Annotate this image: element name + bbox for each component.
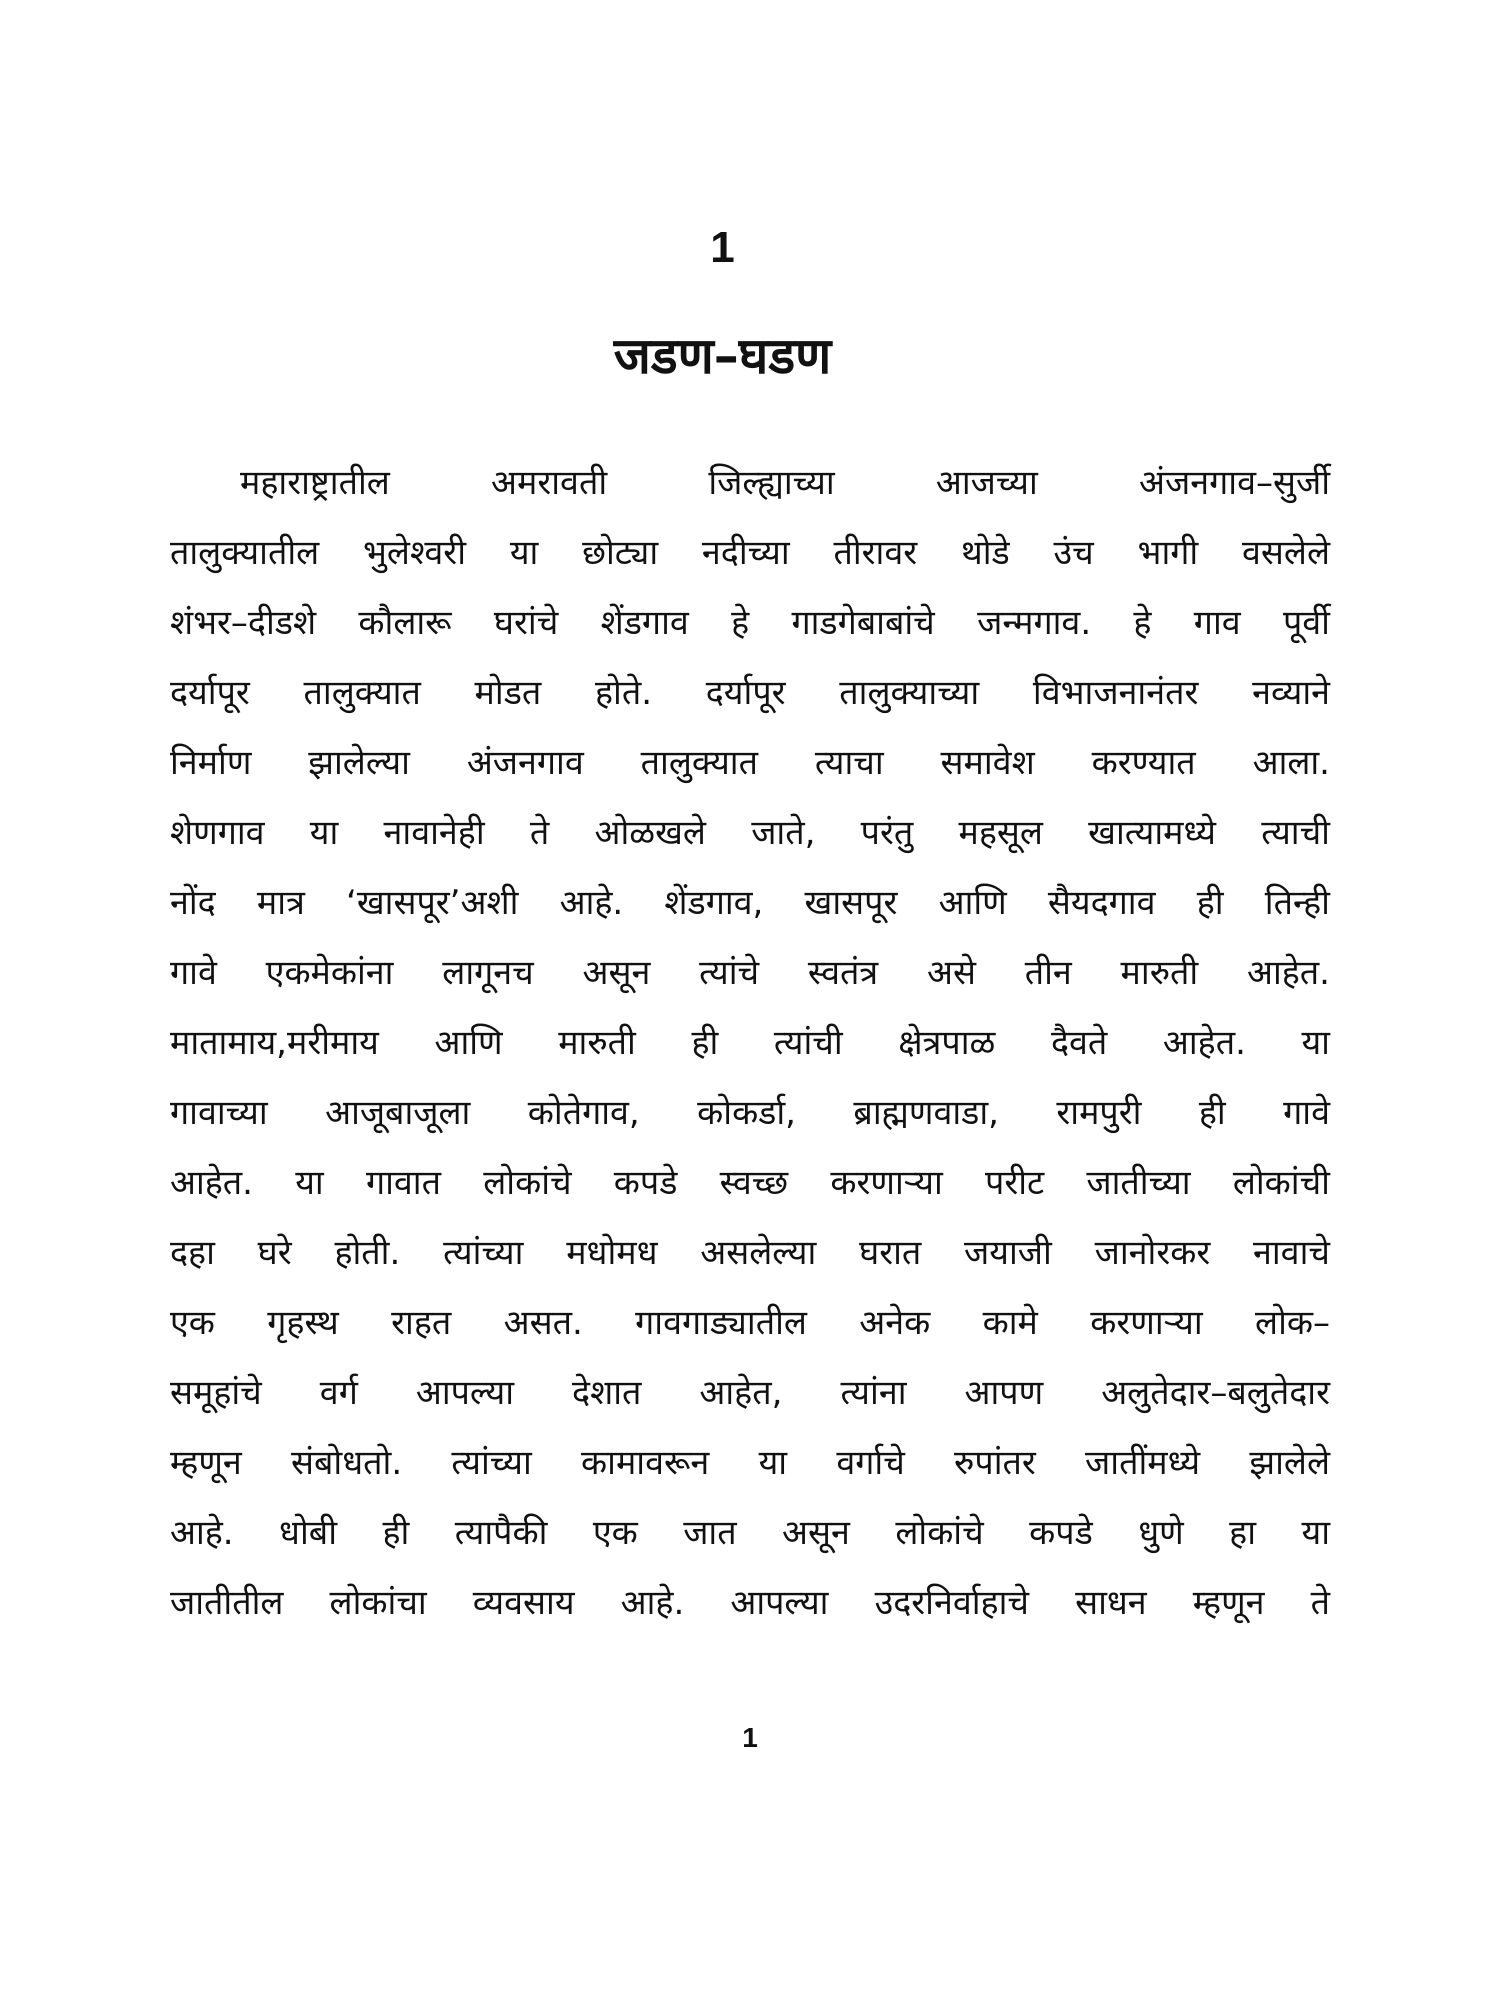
paragraph-line: निर्माण झालेल्या अंजनगाव तालुक्यात त्याचा समावेश करण्यात आला. bbox=[170, 743, 1330, 783]
paragraph-line: एक गृहस्थ राहत असत. गावगाड्यातील अनेक कामे करणाऱ्या लोक– bbox=[170, 1303, 1330, 1343]
page-number: 1 bbox=[742, 1722, 758, 1753]
paragraph-line: गावे एकमेकांना लागूनच असून त्यांचे स्वतंत्र असे तीन मारुती आहेत. bbox=[170, 953, 1330, 993]
paragraph-line: शंभर–दीडशे कौलारू घरांचे शेंडगाव हे गाडगेबाबांचे जन्मगाव. हे गाव पूर्वी bbox=[170, 603, 1330, 643]
paragraph-line: महाराष्ट्रातील अमरावती जिल्ह्याच्या आजच्या अंजनगाव–सुर्जी bbox=[240, 463, 1330, 503]
paragraph-line: तालुक्यातील भुलेश्वरी या छोट्या नदीच्या तीरावर थोडे उंच भागी वसलेले bbox=[170, 533, 1330, 573]
paragraph-line: दहा घरे होती. त्यांच्या मधोमध असलेल्या घरात जयाजी जानोरकर नावाचे bbox=[170, 1233, 1330, 1273]
paragraph-line: आहे. धोबी ही त्यापैकी एक जात असून लोकांचे कपडे धुणे हा या bbox=[170, 1513, 1330, 1553]
paragraph-line: जातीतील लोकांचा व्यवसाय आहे. आपल्या उदरनिर्वाहाचे साधन म्हणून ते bbox=[170, 1583, 1330, 1623]
paragraph-line: दर्यापूर तालुक्यात मोडत होते. दर्यापूर तालुक्याच्या विभाजनानंतर नव्याने bbox=[170, 673, 1330, 713]
paragraph-line: मातामाय,मरीमाय आणि मारुती ही त्यांची क्षेत्रपाळ दैवते आहेत. या bbox=[170, 1023, 1330, 1063]
paragraph-line: म्हणून संबोधतो. त्यांच्या कामावरून या वर्गाचे रुपांतर जातींमध्ये झालेले bbox=[170, 1443, 1330, 1483]
body-paragraph bbox=[170, 448, 1330, 1638]
paragraph-line: आहेत. या गावात लोकांचे कपडे स्वच्छ करणाऱ्या परीट जातीच्या लोकांची bbox=[170, 1163, 1330, 1203]
paragraph-line: समूहांचे वर्ग आपल्या देशात आहेत, त्यांना आपण अलुतेदार–बलुतेदार bbox=[170, 1373, 1330, 1413]
paragraph-line: शेणगाव या नावानेही ते ओळखले जाते, परंतु महसूल खात्यामध्ये त्याची bbox=[170, 813, 1330, 853]
chapter-title: जडण–घडण bbox=[613, 327, 832, 385]
chapter-number: 1 bbox=[710, 223, 735, 272]
paragraph-line: नोंद मात्र ‘खासपूर’अशी आहे. शेंडगाव, खासपूर आणि सैयदगाव ही तिन्ही bbox=[170, 883, 1330, 923]
paragraph-line: गावाच्या आजूबाजूला कोतेगाव, कोकर्डा, ब्राह्मणवाडा, रामपुरी ही गावे bbox=[170, 1093, 1330, 1133]
